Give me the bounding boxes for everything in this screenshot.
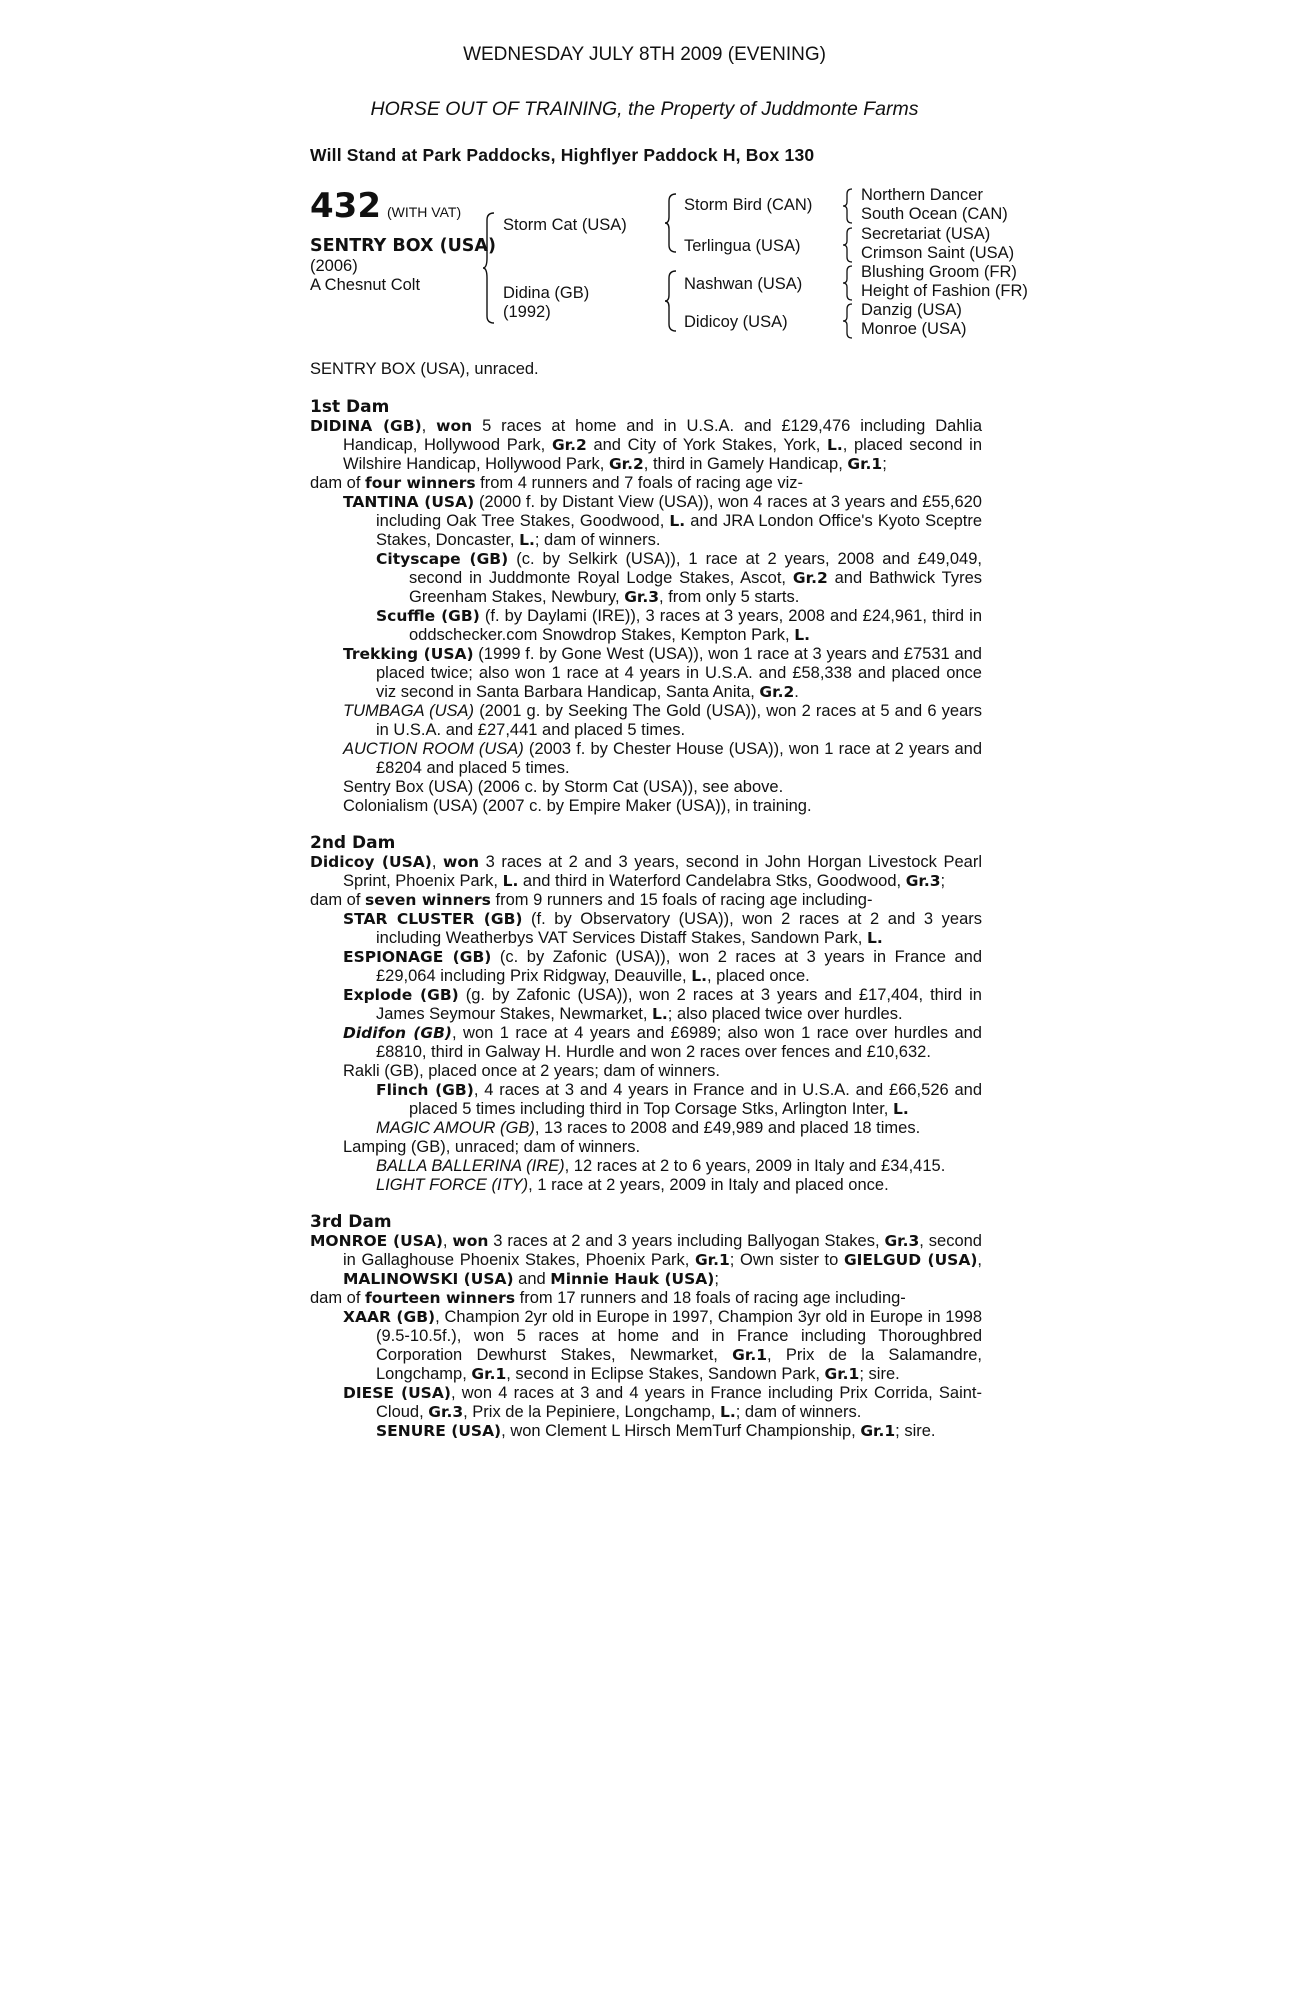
produce-entry: TANTINA (USA) (2000 f. by Distant View (USA)), won 4 races at 3 years and £55,620 including Oak Tree Stakes, Goodwood, L. and JRA London Office's Kyoto Sceptre Stakes, Doncaster, L.; dam of winners. xyxy=(343,493,983,549)
produce-entry: MAGIC AMOUR (GB), 13 races to 2008 and £49,989 and placed 18 times. xyxy=(376,1119,921,1137)
second-dam-section xyxy=(310,834,982,1195)
race-record: SENTRY BOX (USA), unraced. xyxy=(310,360,539,378)
produce-entry: SENURE (USA), won Clement L Hirsch MemTurf Championship, Gr.1; sire. xyxy=(376,1422,936,1440)
produce-entry: Scuffle (GB) (f. by Daylami (IRE)), 3 races at 3 years, 2008 and £24,961, third in oddschecker.com Snowdrop Stakes, Kempton Park, L. xyxy=(376,607,983,644)
section-title: 3rd Dam xyxy=(310,1212,392,1232)
horse-name: SENTRY BOX (USA) xyxy=(310,236,496,256)
lot-number xyxy=(310,186,461,226)
produce-entry: XAAR (GB), Champion 2yr old in Europe in 1997, Champion 3yr old in Europe in 1998 (9.5-10.5f.), won 5 races at home and in France including Thoroughbred Corporation Dewhurst Stakes, Newmarket, Gr.1, Prix de la Salamandre, Longchamp, Gr.1, second in Eclipse Stakes, Sandown Park, Gr.1; sire. xyxy=(343,1308,982,1383)
pedigree-brace xyxy=(482,212,496,324)
page-heading: HORSE OUT OF TRAINING, the Property of Juddmonte Farms xyxy=(370,98,919,120)
horse-year: (2006) xyxy=(310,257,358,275)
produce-entry: ESPIONAGE (GB) (c. by Zafonic (USA)), won 2 races at 3 years in France and £29,064 including Prix Ridgway, Deauville, L., placed once. xyxy=(343,948,982,985)
produce-entry: Trekking (USA) (1999 f. by Gone West (USA)), won 1 race at 3 years and £7531 and placed twice; also won 1 race at 4 years in U.S.A. and £58,338 and placed once viz second in Santa Barbara Handicap, Santa Anita, Gr.2. xyxy=(343,645,982,701)
lot-number-value: 432 xyxy=(310,186,381,226)
pedigree-dam-year: (1992) xyxy=(503,303,551,321)
pedigree-brace xyxy=(842,265,854,301)
stand-location: Will Stand at Park Paddocks, Highflyer Paddock H, Box 130 xyxy=(310,145,815,165)
produce-entry: BALLA BALLERINA (IRE), 12 races at 2 to 6 years, 2009 in Italy and £34,415. xyxy=(376,1157,946,1175)
first-dam-section xyxy=(310,398,982,816)
pedigree-sire-dam: Terlingua (USA) xyxy=(684,237,801,255)
pedigree-brace xyxy=(842,188,854,224)
pedigree-g3-1: Northern Dancer xyxy=(861,186,983,204)
dam-entry: Didicoy (USA), won 3 races at 2 and 3 years, second in John Horgan Livestock Pearl Sprint, Phoenix Park, L. and third in Waterford Candelabra Stks, Goodwood, Gr.3; xyxy=(310,853,982,890)
pedigree-brace xyxy=(664,193,678,253)
section-title: 1st Dam xyxy=(310,397,390,417)
pedigree-dam: Didina (GB) xyxy=(503,284,590,302)
pedigree-g3-4: Crimson Saint (USA) xyxy=(861,244,1015,262)
dam-entry: DIDINA (GB), won 5 races at home and in U.S.A. and £129,476 including Dahlia Handicap, Hollywood Park, Gr.2 and City of York Stakes, York, L., placed second in Wilshire Handicap, Hollywood Park, Gr.2, third in Gamely Handicap, Gr.1; xyxy=(310,417,983,473)
pedigree-g3-6: Height of Fashion (FR) xyxy=(861,282,1028,300)
pedigree-g3-3: Secretariat (USA) xyxy=(861,225,991,243)
pedigree-g3-7: Danzig (USA) xyxy=(861,301,962,319)
produce-entry: LIGHT FORCE (ITY), 1 race at 2 years, 2009 in Italy and placed once. xyxy=(376,1176,889,1194)
produce-summary: dam of seven winners from 9 runners and 15 foals of racing age including- xyxy=(310,891,873,909)
pedigree-sire-sire: Storm Bird (CAN) xyxy=(684,196,813,214)
pedigree-brace xyxy=(664,270,678,332)
pedigree-g3-2: South Ocean (CAN) xyxy=(861,205,1008,223)
pedigree-brace xyxy=(842,227,854,263)
pedigree-g3-8: Monroe (USA) xyxy=(861,320,967,338)
pedigree-dam-sire: Nashwan (USA) xyxy=(684,275,803,293)
pedigree-dam-dam: Didicoy (USA) xyxy=(684,313,788,331)
produce-entry: Lamping (GB), unraced; dam of winners. xyxy=(343,1138,641,1156)
produce-entry: Sentry Box (USA) (2006 c. by Storm Cat (USA)), see above. xyxy=(343,778,784,796)
produce-entry: Cityscape (GB) (c. by Selkirk (USA)), 1 race at 2 years, 2008 and £49,049, second in Juddmonte Royal Lodge Stakes, Ascot, Gr.2 and Bathwick Tyres Greenham Stakes, Newbury, Gr.3, from only 5 starts. xyxy=(376,550,982,606)
produce-entry: DIESE (USA), won 4 races at 3 and 4 years in France including Prix Corrida, Saint-Cloud, Gr.3, Prix de la Pepiniere, Longchamp, L.; dam of winners. xyxy=(343,1384,982,1421)
produce-entry: Didifon (GB), won 1 race at 4 years and £6989; also won 1 race over hurdles and £8810, third in Galway H. Hurdle and won 2 races over fences and £10,632. xyxy=(343,1024,982,1061)
produce-summary: dam of four winners from 4 runners and 7 foals of racing age viz- xyxy=(310,474,804,492)
produce-entry: Colonialism (USA) (2007 c. by Empire Maker (USA)), in training. xyxy=(343,797,812,815)
sale-date: WEDNESDAY JULY 8TH 2009 (EVENING) xyxy=(463,44,826,65)
pedigree-brace xyxy=(842,303,854,339)
produce-entry: Rakli (GB), placed once at 2 years; dam of winners. xyxy=(343,1062,720,1080)
section-title: 2nd Dam xyxy=(310,833,396,853)
produce-entry: STAR CLUSTER (GB) (f. by Observatory (USA)), won 2 races at 2 and 3 years including Weatherbys VAT Services Distaff Stakes, Sandown Park, L. xyxy=(343,910,982,947)
dam-entry: MONROE (USA), won 3 races at 2 and 3 years including Ballyogan Stakes, Gr.3, second in Gallaghouse Phoenix Stakes, Phoenix Park, Gr.1; Own sister to GIELGUD (USA), MALINOWSKI (USA) and Minnie Hauk (USA); xyxy=(310,1232,982,1288)
vat-note: (WITH VAT) xyxy=(386,204,462,220)
third-dam-section xyxy=(310,1213,982,1441)
produce-entry: TUMBAGA (USA) (2001 g. by Seeking The Gold (USA)), won 2 races at 5 and 6 years in U.S.A. and £27,441 and placed 5 times. xyxy=(343,702,982,739)
produce-summary: dam of fourteen winners from 17 runners and 18 foals of racing age including- xyxy=(310,1289,906,1307)
pedigree-sire: Storm Cat (USA) xyxy=(503,216,627,234)
horse-description: A Chesnut Colt xyxy=(310,276,421,294)
produce-entry: Flinch (GB), 4 races at 3 and 4 years in France and in U.S.A. and £66,526 and placed 5 times including third in Top Corsage Stks, Arlington Inter, L. xyxy=(376,1081,983,1118)
produce-entry: Explode (GB) (g. by Zafonic (USA)), won 2 races at 3 years and £17,404, third in James Seymour Stakes, Newmarket, L.; also placed twice over hurdles. xyxy=(343,986,982,1023)
produce-entry: AUCTION ROOM (USA) (2003 f. by Chester House (USA)), won 1 race at 2 years and £8204 and placed 5 times. xyxy=(343,740,982,777)
pedigree-g3-5: Blushing Groom (FR) xyxy=(861,263,1017,281)
